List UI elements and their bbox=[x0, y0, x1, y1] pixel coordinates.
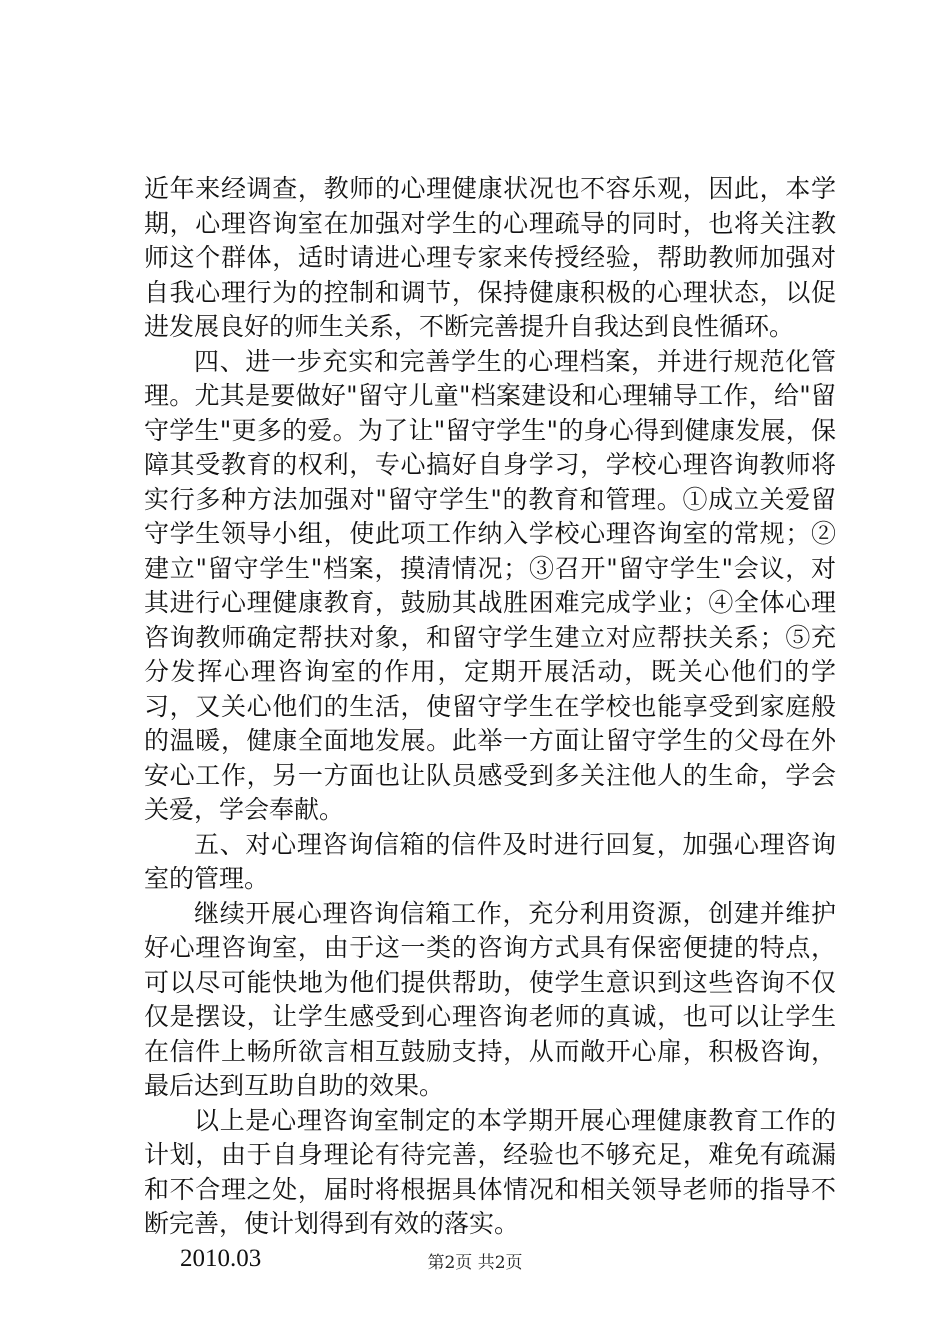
paragraph-teacher-mental-health: 近年来经调查，教师的心理健康状况也不容乐观，因此，本学期，心理咨询室在加强对学生的心理疏导的同时，也将关注教师这个群体，适时请进心理专家来传授经验，帮助教师加强对自我心理行为的控制和调节，保持健康积极的心理状态，以促进发展良好的师生关系，不断完善提升自我达到良性循环。 bbox=[144, 174, 836, 341]
paragraph-conclusion: 以上是心理咨询室制定的本学期开展心理健康教育工作的计划，由于自身理论有待完善，经验也不够充足，难免有疏漏和不合理之处，届时将根据具体情况和相关领导老师的指导不断完善，使计划得到有效的落实。 bbox=[144, 1105, 836, 1238]
paragraph-mailbox-work: 继续开展心理咨询信箱工作，充分利用资源，创建并维护好心理咨询室，由于这一类的咨询方式具有保密便捷的特点，可以尽可能快地为他们提供帮助，使学生意识到这些咨询不仅仅是摆设，让学生感受到心理咨询老师的真诚，也可以让学生在信件上畅所欲言相互鼓励支持，从而敞开心扉，积极咨询，最后达到互助自助的效果。 bbox=[144, 898, 836, 1100]
paragraph-section-four-left-behind-students: 四、进一步充实和完善学生的心理档案，并进行规范化管理。尤其是要做好"留守儿童"档案建设和心理辅导工作，给"留守学生"更多的爱。为了让"留守学生"的身心得到健康发展，保障其受教育的权利，专心搞好自身学习，学校心理咨询教师将实行多种方法加强对"留守学生"的教育和管理。①成立关爱留守学生领导小组，使此项工作纳入学校心理咨询室的常规；②建立"留守学生"档案，摸清情况；③召开"留守学生"会议，对其进行心理健康教育，鼓励其战胜困难完成学业；④全体心理咨询教师确定帮扶对象，和留守学生建立对应帮扶关系；⑤充分发挥心理咨询室的作用，定期开展活动，既关心他们的学习，又关心他们的生活，使留守学生在学校也能享受到家庭般的温暖，健康全面地发展。此举一方面让留守学生的父母在外安心工作，另一方面也让队员感受到多关注他人的生命，学会关爱，学会奉献。 bbox=[144, 346, 836, 824]
document-body bbox=[144, 172, 836, 1276]
document-date: 2010.03 bbox=[180, 1244, 262, 1272]
paragraph-section-five-heading: 五、对心理咨询信箱的信件及时进行回复，加强心理咨询室的管理。 bbox=[144, 829, 836, 893]
page-footer: 第2页 共2页 bbox=[427, 1253, 523, 1273]
